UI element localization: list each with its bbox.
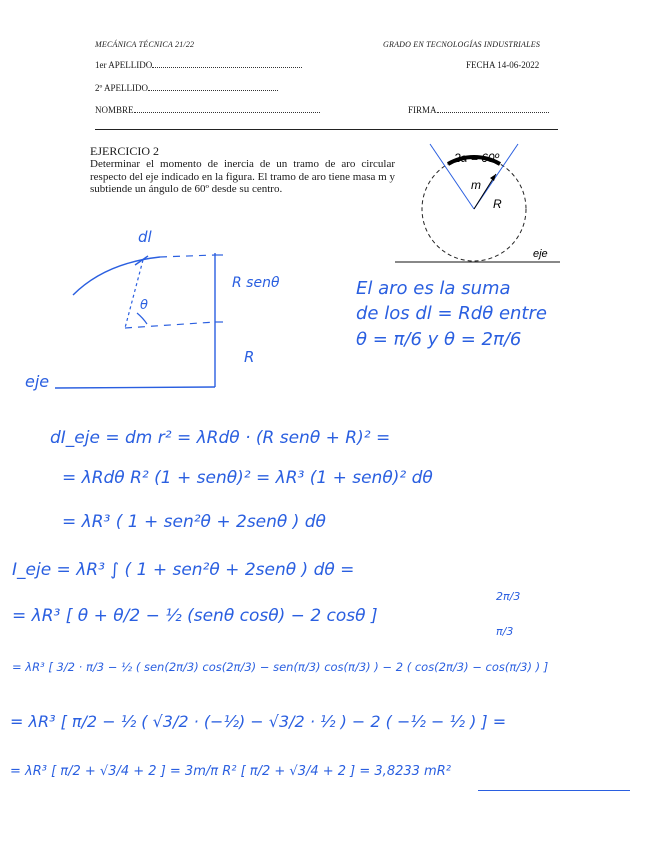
angle-label: 2α = 60º — [454, 151, 499, 165]
note-line-1: El aro es la suma — [356, 278, 511, 299]
surname1-field — [95, 60, 302, 70]
surname1-blank — [152, 60, 302, 68]
derivation-line-6: = λR³ [ 3/2 · π/3 − ½ ( sen(2π/3) cos(2π/3) − sen(π/3) cos(π/3) ) − 2 ( cos(2π/3) − cos(π/3) ) ] — [12, 660, 549, 674]
surname2-field — [95, 83, 278, 93]
header-divider — [95, 129, 558, 130]
sketch-axis — [55, 387, 215, 388]
mass-label: m — [471, 178, 481, 192]
exercise-statement: Determinar el momento de inercia de un tramo de aro circular respecto del eje indicado en la figura. El tramo de aro tiene masa m y subtiende un ángulo de 60º desde su centro. — [90, 158, 395, 195]
date-field: FECHA 14-06-2022 — [466, 60, 540, 70]
sketch-axis-label: eje — [25, 372, 50, 391]
note-line-2: de los dl = Rdθ entre — [356, 303, 547, 324]
signature-field — [408, 105, 549, 115]
course-name: MECÁNICA TÉCNICA 21/22 — [95, 40, 195, 49]
sketch-arc — [73, 257, 160, 295]
signature-label: FIRMA — [408, 105, 437, 115]
sketch-radius — [125, 260, 143, 328]
hand-sketch — [55, 225, 305, 405]
axis-label: eje — [533, 248, 548, 260]
name-field — [95, 105, 320, 115]
surname1-label: 1er APELLIDO — [95, 60, 153, 70]
name-label: NOMBRE — [95, 105, 134, 115]
sketch-dl-label: dl — [138, 228, 152, 246]
derivation-line-4: I_eje = λR³ ∫ ( 1 + sen²θ + 2senθ ) dθ = — [12, 560, 355, 580]
result-underline — [478, 790, 630, 791]
derivation-line-1: dI_eje = dm r² = λRdθ · (R senθ + R)² = — [50, 428, 391, 448]
derivation-line-5: = λR³ [ θ + θ/2 − ½ (senθ cosθ) − 2 cosθ ] — [12, 606, 378, 626]
derivation-line-2: = λRdθ R² (1 + senθ)² = λR³ (1 + senθ)² dθ — [62, 468, 433, 488]
surname2-label: 2º APELLIDO — [95, 83, 149, 93]
ring-figure — [390, 140, 565, 272]
degree-name: GRADO EN TECNOLOGÍAS INDUSTRIALES — [383, 40, 541, 49]
name-blank — [134, 105, 320, 113]
integral-lower-limit: π/3 — [496, 625, 514, 638]
derivation-result-line: = λR³ [ π/2 + √3/4 + 2 ] = 3m/π R² [ π/2 + √3/4 + 2 ] = 3,8233 mR² — [10, 764, 451, 779]
sketch-horizontal — [125, 322, 215, 328]
note-line-3: θ = π/6 y θ = 2π/6 — [356, 329, 522, 350]
surname2-blank — [148, 83, 278, 91]
sketch-rsin-label: R senθ — [232, 275, 280, 291]
radius-label: R — [493, 197, 502, 211]
signature-blank — [437, 105, 549, 113]
sketch-r-label: R — [244, 348, 255, 366]
sketch-theta-label: θ — [140, 298, 148, 313]
sketch-top-dash — [160, 255, 215, 257]
exercise-title: EJERCICIO 2 — [90, 144, 159, 158]
derivation-line-7: = λR³ [ π/2 − ½ ( √3/2 · (−½) − √3/2 · ½ ) − 2 ( −½ − ½ ) ] = — [10, 712, 507, 731]
integral-upper-limit: 2π/3 — [496, 590, 521, 603]
derivation-line-3: = λR³ ( 1 + sen²θ + 2senθ ) dθ — [62, 512, 326, 532]
sketch-angle-arc — [137, 313, 147, 324]
